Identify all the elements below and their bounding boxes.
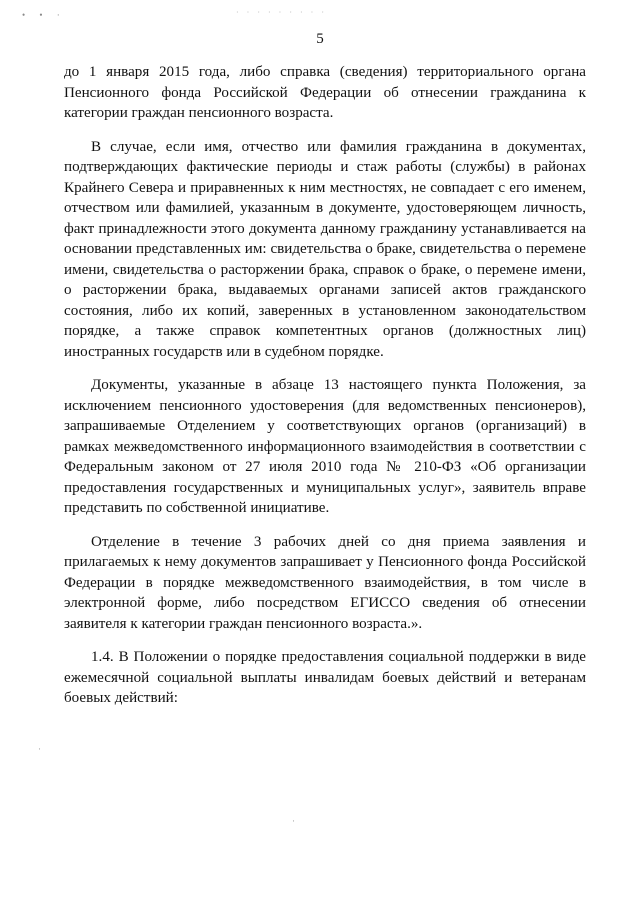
paragraph-name-mismatch: В случае, если имя, отчество или фамилия гражданина в документах, подтверждающих фактические периоды и стаж работы (службы) в районах Крайнего Севера и приравненных к ним местностях, не совпадает с его именем, отчеством или фамилией, указанным в документе, удостоверяющем личность, факт принадлежности этого документа данному гражданину устанавливается на основании представленных им: свидетельства о браке, свидетельства о перемене имени, свидетельства о расторжении брака, справок о браке, о перемене имени, о расторжении брака, выдаваемых органами записей актов гражданского состояния, либо их копий, заверенных в установленном законодательством порядке, а также справок компетентных органов (должностных лиц) иностранных государств или в судебном порядке. <box>64 138 586 360</box>
paragraph-section-1-4: 1.4. В Положении о порядке предоставления социальной поддержки в виде ежемесячной социальной выплаты инвалидам боевых действий и ветеранам боевых действий: <box>64 649 586 706</box>
scan-artifact: • • · <box>22 10 66 20</box>
paragraph-continued: до 1 января 2015 года, либо справка (сведения) территориального органа Пенсионного фонда Российской Федерации об отнесении гражданина к категории граждан пенсионного возраста. <box>64 64 586 121</box>
paragraph-department-request: Отделение в течение 3 рабочих дней со дня приема заявления и прилагаемых к нему документов запрашивает у Пенсионного фонда Российской Федерации в порядке межведомственного взаимодействия, в том числе в электронной форме, либо посредством ЕГИССО сведения об отнесении заявителя к категории граждан пенсионного возраста.». <box>64 533 586 632</box>
scan-dot: · <box>38 744 41 754</box>
paragraph-documents: Документы, указанные в абзаце 13 настоящего пункта Положения, за исключением пенсионного удостоверения (для ведомственных пенсионеров), запрашиваемые Отделением у соответствующих органов (организаций) в рамках межведомственного информационного взаимодействия в соответствии с Федеральным законом от 27 июля 2010 года № 210-ФЗ «Об организации предоставления государственных и муниципальных услуг», заявитель вправе представить по собственной инициативе. <box>64 377 586 516</box>
scan-noise-artifact: · · · · · · · · · <box>236 8 327 17</box>
scan-dot: · <box>292 816 295 826</box>
document-body <box>64 62 586 722</box>
page-number: 5 <box>316 31 324 47</box>
